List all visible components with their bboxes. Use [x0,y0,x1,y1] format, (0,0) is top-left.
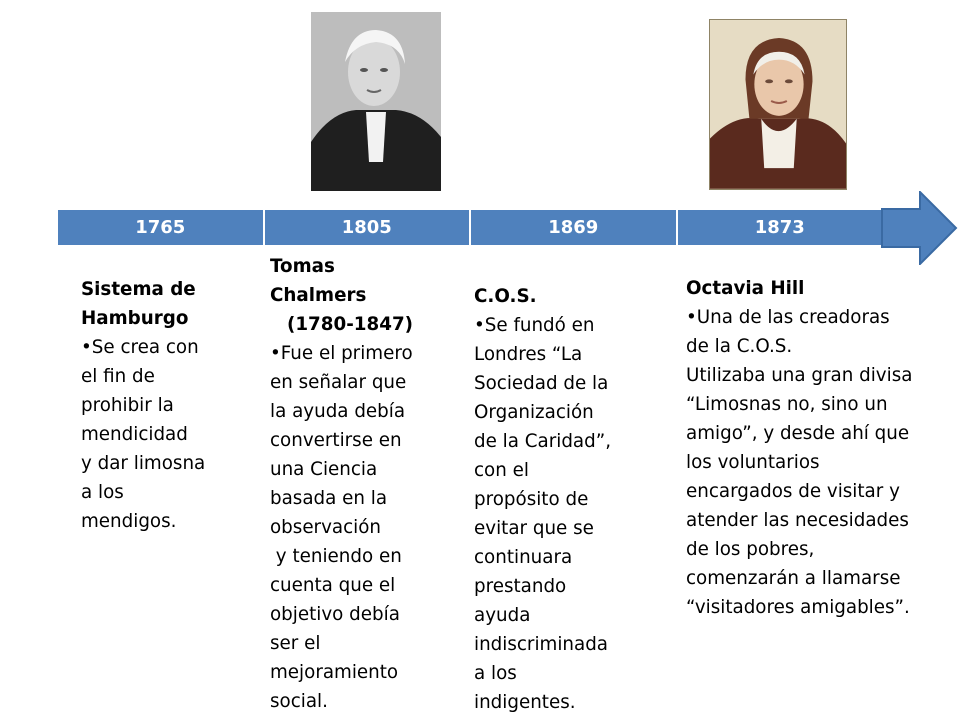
event-line: de la Caridad”, [474,431,612,452]
event-line: continuara [474,547,573,568]
event-title: Sistema de [81,279,196,300]
event-line: ser el [270,633,321,654]
event-title: Chalmers [270,285,367,306]
event-line: •Se fundó en [474,315,595,336]
arrow-right-icon [880,191,958,265]
year-cell: 1873 [754,217,805,238]
event-line: la ayuda debía [270,401,406,422]
event-line: indigentes. [474,692,576,713]
portrait-octavia-hill [709,19,847,190]
event-line: a los [474,663,517,684]
event-line: de los pobres, [686,539,815,560]
event-line: Sociedad de la [474,373,609,394]
event-octavia-hill [686,274,936,622]
event-line: los voluntarios [686,452,820,473]
event-title: Hamburgo [81,308,189,329]
event-line: mendigos. [81,511,177,532]
event-line: encargados de visitar y [686,481,900,502]
event-line: objetivo debía [270,604,400,625]
event-line: propósito de [474,489,589,510]
event-line: ayuda [474,605,531,626]
event-line: el fin de [81,366,155,387]
timeline-bar [58,210,882,245]
event-line: mejoramiento [270,662,399,683]
year-cell: 1765 [58,210,265,245]
event-line: comenzarán a llamarse [686,568,901,589]
event-line: con el [474,460,529,481]
event-line: •Fue el primero [270,343,413,364]
year-cell: 1805 [265,210,472,245]
event-line: Organización [474,402,594,423]
event-line: y dar limosna [81,453,206,474]
event-line: Utilizaba una gran divisa [686,365,913,386]
event-line: en señalar que [270,372,407,393]
event-line: •Una de las creadoras [686,307,890,328]
event-title: Tomas [270,256,335,277]
event-line: evitar que se [474,518,594,539]
portrait-photo-icon [311,12,441,191]
year-cell: 1869 [471,210,678,245]
event-line: “Limosnas no, sino un [686,394,888,415]
event-line: y teniendo en [270,546,402,567]
event-line: convertirse en [270,430,402,451]
event-line: de la C.O.S. [686,336,793,357]
event-dates: (1780-1847) [286,314,414,335]
event-line: mendicidad [81,424,188,445]
event-title: Octavia Hill [686,278,805,299]
event-sistema-hamburgo [81,275,221,536]
event-line: social. [270,691,328,712]
event-line: •Se crea con [81,337,199,358]
event-title: C.O.S. [474,286,537,307]
event-cos [474,282,634,717]
event-line: Londres “La [474,344,583,365]
event-line: amigo”, y desde ahí que [686,423,910,444]
event-line: atender las necesidades [686,510,909,531]
event-line: observación [270,517,381,538]
event-tomas-chalmers [270,252,430,716]
portrait-chalmers [311,12,441,191]
event-line: cuenta que el [270,575,396,596]
event-line: “visitadores amigables”. [686,597,910,618]
event-line: indiscriminada [474,634,609,655]
event-line: a los [81,482,124,503]
event-line: prestando [474,576,567,597]
event-line: una Ciencia [270,459,378,480]
event-line: basada en la [270,488,388,509]
event-line: prohibir la [81,395,174,416]
portrait-photo-icon [710,20,846,189]
